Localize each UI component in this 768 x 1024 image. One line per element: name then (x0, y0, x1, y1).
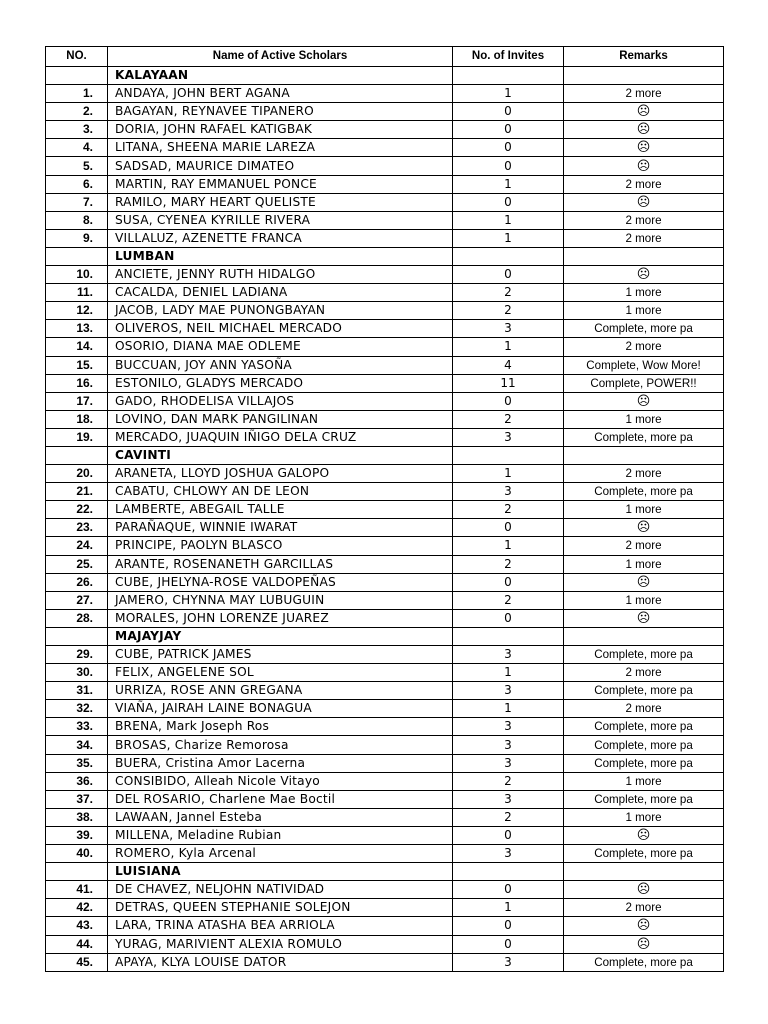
remark: 2 more (564, 85, 724, 103)
invite-count: 3 (453, 754, 564, 772)
invite-count: 0 (453, 935, 564, 953)
header-name: Name of Active Scholars (108, 47, 453, 67)
table-row (46, 410, 724, 428)
invite-count: 1 (453, 85, 564, 103)
invite-count: 2 (453, 772, 564, 790)
table-row (46, 718, 724, 736)
invite-count: 1 (453, 211, 564, 229)
scholar-name: VIAÑA, JAIRAH LAINE BONAGUA (108, 700, 453, 718)
row-number: 23. (46, 519, 108, 537)
invite-count: 1 (453, 700, 564, 718)
row-number: 40. (46, 845, 108, 863)
invite-count: 3 (453, 483, 564, 501)
row-number: 32. (46, 700, 108, 718)
invite-count: 3 (453, 428, 564, 446)
row-number: 38. (46, 808, 108, 826)
remark: 2 more (564, 899, 724, 917)
remark: 2 more (564, 175, 724, 193)
invite-count: 1 (453, 338, 564, 356)
remark: 2 more (564, 700, 724, 718)
table-row (46, 917, 724, 935)
table-row (46, 356, 724, 374)
scholar-name: DORIA, JOHN RAFAEL KATIGBAK (108, 121, 453, 139)
sad-face-icon: ☹ (636, 122, 651, 138)
table-row (46, 881, 724, 899)
row-number: 35. (46, 754, 108, 772)
table-row (46, 465, 724, 483)
remark (564, 392, 724, 410)
group-remarks-cell (564, 67, 724, 85)
row-number: 22. (46, 501, 108, 519)
row-number: 37. (46, 790, 108, 808)
table-row (46, 229, 724, 247)
remark (564, 881, 724, 899)
invite-count: 0 (453, 609, 564, 627)
group-invites-cell (453, 247, 564, 265)
remark: Complete, more pa (564, 483, 724, 501)
table-row (46, 845, 724, 863)
table-row (46, 664, 724, 682)
scholar-name: FELIX, ANGELENE SOL (108, 664, 453, 682)
scholar-name: CACALDA, DENIEL LADIANA (108, 284, 453, 302)
invite-count: 3 (453, 718, 564, 736)
invite-count: 0 (453, 121, 564, 139)
table-row (46, 320, 724, 338)
remark: Complete, more pa (564, 754, 724, 772)
remark: 1 more (564, 555, 724, 573)
table-row (46, 609, 724, 627)
table-row (46, 284, 724, 302)
invite-count: 1 (453, 175, 564, 193)
sad-face-icon: ☹ (636, 882, 651, 898)
row-number: 18. (46, 410, 108, 428)
sad-face-icon: ☹ (636, 393, 651, 409)
group-invites-cell (453, 67, 564, 85)
invite-count: 4 (453, 356, 564, 374)
table-row (46, 302, 724, 320)
row-number: 20. (46, 465, 108, 483)
scholar-name: SUSA, CYENEA KYRILLE RIVERA (108, 211, 453, 229)
table-row (46, 555, 724, 573)
scholar-name: ROMERO, Kyla Arcenal (108, 845, 453, 863)
sad-face-icon: ☹ (636, 610, 651, 626)
invite-count: 3 (453, 320, 564, 338)
remark: 2 more (564, 664, 724, 682)
scholar-name: LAMBERTE, ABEGAIL TALLE (108, 501, 453, 519)
scholar-name: JAMERO, CHYNNA MAY LUBUGUIN (108, 591, 453, 609)
table-row (46, 374, 724, 392)
group-no-cell (46, 627, 108, 645)
scholar-name: ESTONILO, GLADYS MERCADO (108, 374, 453, 392)
group-remarks-cell (564, 863, 724, 881)
remark: 2 more (564, 537, 724, 555)
table-body (46, 67, 724, 972)
scholar-name: CABATU, CHLOWY AN DE LEON (108, 483, 453, 501)
group-row (46, 67, 724, 85)
invite-count: 2 (453, 284, 564, 302)
group-row (46, 627, 724, 645)
table-row (46, 736, 724, 754)
sad-face-icon: ☹ (636, 936, 651, 952)
row-number: 17. (46, 392, 108, 410)
row-number: 12. (46, 302, 108, 320)
sad-face-icon: ☹ (636, 918, 651, 934)
remark (564, 103, 724, 121)
group-no-cell (46, 446, 108, 464)
group-label: LUISIANA (108, 863, 453, 881)
invite-count: 0 (453, 193, 564, 211)
remark (564, 157, 724, 175)
sad-face-icon: ☹ (636, 267, 651, 283)
invite-count: 0 (453, 573, 564, 591)
remark (564, 917, 724, 935)
scholar-name: ARANTE, ROSENANETH GARCILLAS (108, 555, 453, 573)
table-row (46, 790, 724, 808)
scholars-table (45, 46, 724, 972)
table-row (46, 139, 724, 157)
remark (564, 573, 724, 591)
invite-count: 1 (453, 537, 564, 555)
row-number: 6. (46, 175, 108, 193)
row-number: 2. (46, 103, 108, 121)
row-number: 9. (46, 229, 108, 247)
table-row (46, 899, 724, 917)
remark: 2 more (564, 465, 724, 483)
table-row (46, 428, 724, 446)
table-row (46, 754, 724, 772)
sad-face-icon: ☹ (636, 158, 651, 174)
scholar-name: MORALES, JOHN LORENZE JUAREZ (108, 609, 453, 627)
scholar-name: BAGAYAN, REYNAVEE TIPANERO (108, 103, 453, 121)
invite-count: 0 (453, 881, 564, 899)
sad-face-icon: ☹ (636, 194, 651, 210)
remark: Complete, POWER!! (564, 374, 724, 392)
row-number: 28. (46, 609, 108, 627)
scholar-name: CUBE, JHELYNA-ROSE VALDOPEÑAS (108, 573, 453, 591)
invite-count: 1 (453, 465, 564, 483)
group-row (46, 863, 724, 881)
invite-count: 0 (453, 157, 564, 175)
remark: Complete, more pa (564, 790, 724, 808)
remark: 2 more (564, 229, 724, 247)
table-row (46, 537, 724, 555)
table-row (46, 501, 724, 519)
scholar-name: BUERA, Cristina Amor Lacerna (108, 754, 453, 772)
invite-count: 3 (453, 953, 564, 971)
invite-count: 2 (453, 501, 564, 519)
table-row (46, 646, 724, 664)
group-row (46, 247, 724, 265)
row-number: 8. (46, 211, 108, 229)
row-number: 13. (46, 320, 108, 338)
scholar-name: ANDAYA, JOHN BERT AGANA (108, 85, 453, 103)
invite-count: 2 (453, 302, 564, 320)
table-row (46, 935, 724, 953)
table-row (46, 121, 724, 139)
scholar-name: LOVINO, DAN MARK PANGILINAN (108, 410, 453, 428)
remark: Complete, more pa (564, 953, 724, 971)
table-row (46, 193, 724, 211)
scholar-name: RAMILO, MARY HEART QUELISTE (108, 193, 453, 211)
invite-count: 3 (453, 845, 564, 863)
group-no-cell (46, 67, 108, 85)
table-row (46, 700, 724, 718)
scholar-name: GADO, RHODELISA VILLAJOS (108, 392, 453, 410)
header-remarks: Remarks (564, 47, 724, 67)
scholar-name: MERCADO, JUAQUIN IÑIGO DELA CRUZ (108, 428, 453, 446)
remark: Complete, more pa (564, 845, 724, 863)
remark: 1 more (564, 591, 724, 609)
invite-count: 2 (453, 808, 564, 826)
table-row (46, 175, 724, 193)
remark (564, 519, 724, 537)
row-number: 45. (46, 953, 108, 971)
remark: Complete, more pa (564, 320, 724, 338)
group-label: CAVINTI (108, 446, 453, 464)
group-row (46, 446, 724, 464)
row-number: 43. (46, 917, 108, 935)
invite-count: 3 (453, 790, 564, 808)
scholar-name: MILLENA, Meladine Rubian (108, 826, 453, 844)
invite-count: 1 (453, 899, 564, 917)
table-row (46, 157, 724, 175)
row-number: 41. (46, 881, 108, 899)
remark: Complete, more pa (564, 682, 724, 700)
remark (564, 609, 724, 627)
row-number: 34. (46, 736, 108, 754)
sad-face-icon: ☹ (636, 104, 651, 120)
remark: 1 more (564, 410, 724, 428)
row-number: 11. (46, 284, 108, 302)
row-number: 44. (46, 935, 108, 953)
invite-count: 3 (453, 646, 564, 664)
scholar-name: ARANETA, LLOYD JOSHUA GALOPO (108, 465, 453, 483)
table-row (46, 103, 724, 121)
scholar-name: SADSAD, MAURICE DIMATEO (108, 157, 453, 175)
scholar-name: PRINCIPE, PAOLYN BLASCO (108, 537, 453, 555)
invite-count: 1 (453, 229, 564, 247)
table-row (46, 483, 724, 501)
remark: 1 more (564, 772, 724, 790)
group-label: MAJAYJAY (108, 627, 453, 645)
invite-count: 3 (453, 736, 564, 754)
remark: 1 more (564, 501, 724, 519)
scholar-name: LAWAAN, Jannel Esteba (108, 808, 453, 826)
invite-count: 0 (453, 266, 564, 284)
remark (564, 826, 724, 844)
invite-count: 3 (453, 682, 564, 700)
row-number: 15. (46, 356, 108, 374)
table-header (46, 47, 724, 67)
table-row (46, 826, 724, 844)
group-label: LUMBAN (108, 247, 453, 265)
scholar-name: BROSAS, Charize Remorosa (108, 736, 453, 754)
row-number: 16. (46, 374, 108, 392)
table-row (46, 392, 724, 410)
remark: 1 more (564, 302, 724, 320)
invite-count: 0 (453, 139, 564, 157)
remark: Complete, more pa (564, 428, 724, 446)
remark (564, 935, 724, 953)
group-invites-cell (453, 627, 564, 645)
scholar-name: DETRAS, QUEEN STEPHANIE SOLEJON (108, 899, 453, 917)
scholar-name: LITANA, SHEENA MARIE LAREZA (108, 139, 453, 157)
group-no-cell (46, 247, 108, 265)
row-number: 25. (46, 555, 108, 573)
row-number: 29. (46, 646, 108, 664)
table-row (46, 519, 724, 537)
row-number: 7. (46, 193, 108, 211)
scholar-name: ANCIETE, JENNY RUTH HIDALGO (108, 266, 453, 284)
row-number: 19. (46, 428, 108, 446)
sad-face-icon: ☹ (636, 520, 651, 536)
row-number: 5. (46, 157, 108, 175)
group-remarks-cell (564, 247, 724, 265)
scholar-name: YURAG, MARIVIENT ALEXIA ROMULO (108, 935, 453, 953)
remark (564, 193, 724, 211)
row-number: 4. (46, 139, 108, 157)
remark: Complete, more pa (564, 736, 724, 754)
row-number: 24. (46, 537, 108, 555)
invite-count: 0 (453, 917, 564, 935)
scholar-name: APAYA, KLYA LOUISE DATOR (108, 953, 453, 971)
scholar-name: OSORIO, DIANA MAE ODLEME (108, 338, 453, 356)
header-invites: No. of Invites (453, 47, 564, 67)
remark: 1 more (564, 808, 724, 826)
scholar-name: CONSIBIDO, Alleah Nicole Vitayo (108, 772, 453, 790)
remark: Complete, more pa (564, 718, 724, 736)
remark (564, 139, 724, 157)
group-invites-cell (453, 863, 564, 881)
group-remarks-cell (564, 627, 724, 645)
row-number: 3. (46, 121, 108, 139)
row-number: 42. (46, 899, 108, 917)
invite-count: 2 (453, 555, 564, 573)
row-number: 14. (46, 338, 108, 356)
sad-face-icon: ☹ (636, 827, 651, 843)
invite-count: 2 (453, 410, 564, 428)
table-row (46, 266, 724, 284)
row-number: 33. (46, 718, 108, 736)
remark: Complete, Wow More! (564, 356, 724, 374)
remark: Complete, more pa (564, 646, 724, 664)
remark: 2 more (564, 338, 724, 356)
scholar-name: BUCCUAN, JOY ANN YASOÑA (108, 356, 453, 374)
scholar-name: MARTIN, RAY EMMANUEL PONCE (108, 175, 453, 193)
invite-count: 11 (453, 374, 564, 392)
table-row (46, 808, 724, 826)
scholar-name: JACOB, LADY MAE PUNONGBAYAN (108, 302, 453, 320)
table-row (46, 573, 724, 591)
table-row (46, 682, 724, 700)
remark (564, 121, 724, 139)
scholar-name: LARA, TRINA ATASHA BEA ARRIOLA (108, 917, 453, 935)
row-number: 10. (46, 266, 108, 284)
group-no-cell (46, 863, 108, 881)
row-number: 27. (46, 591, 108, 609)
remark (564, 266, 724, 284)
sad-face-icon: ☹ (636, 140, 651, 156)
table-row (46, 338, 724, 356)
invite-count: 1 (453, 664, 564, 682)
row-number: 1. (46, 85, 108, 103)
scholar-name: OLIVEROS, NEIL MICHAEL MERCADO (108, 320, 453, 338)
invite-count: 0 (453, 392, 564, 410)
row-number: 31. (46, 682, 108, 700)
table-row (46, 85, 724, 103)
scholar-name: DE CHAVEZ, NELJOHN NATIVIDAD (108, 881, 453, 899)
row-number: 26. (46, 573, 108, 591)
header-no: NO. (46, 47, 108, 67)
table-row (46, 953, 724, 971)
scholar-name: DEL ROSARIO, Charlene Mae Boctil (108, 790, 453, 808)
scholar-name: CUBE, PATRICK JAMES (108, 646, 453, 664)
invite-count: 0 (453, 103, 564, 121)
row-number: 30. (46, 664, 108, 682)
scholar-name: VILLALUZ, AZENETTE FRANCA (108, 229, 453, 247)
remark: 1 more (564, 284, 724, 302)
invite-count: 0 (453, 519, 564, 537)
group-invites-cell (453, 446, 564, 464)
table-row (46, 211, 724, 229)
group-label: KALAYAAN (108, 67, 453, 85)
table-row (46, 591, 724, 609)
scholar-name: BRENA, Mark Joseph Ros (108, 718, 453, 736)
row-number: 36. (46, 772, 108, 790)
header-row (46, 47, 724, 67)
invite-count: 0 (453, 826, 564, 844)
table-row (46, 772, 724, 790)
scholar-name: PARAÑAQUE, WINNIE IWARAT (108, 519, 453, 537)
invite-count: 2 (453, 591, 564, 609)
row-number: 21. (46, 483, 108, 501)
scholar-name: URRIZA, ROSE ANN GREGANA (108, 682, 453, 700)
remark: 2 more (564, 211, 724, 229)
group-remarks-cell (564, 446, 724, 464)
sad-face-icon: ☹ (636, 574, 651, 590)
row-number: 39. (46, 826, 108, 844)
